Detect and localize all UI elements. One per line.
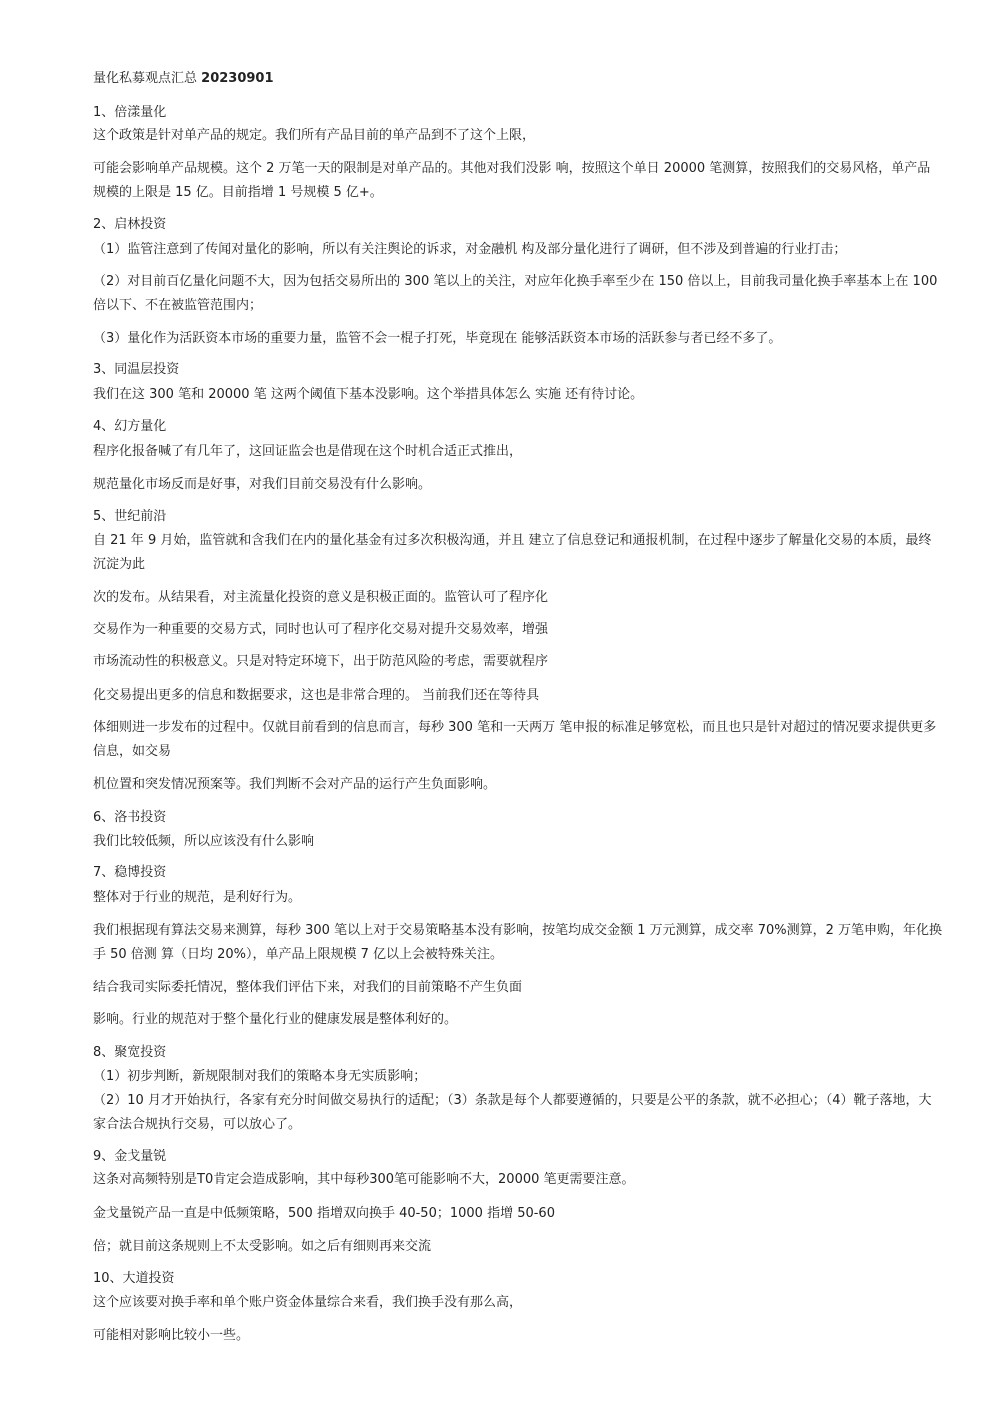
section-heading: 9、金戈量锐 (93, 1149, 167, 1164)
paragraph-line: 机位置和突发情况预案等。我们判断不会对产品的运行产生负面影响。 (93, 777, 497, 792)
paragraph-line: 体细则进一步发布的过程中。仅就目前看到的信息而言，每秒 300 笔和一天两万 笔申报的标准足够宽松，而且也只是针对超过的情况要求提供更多信息，如交易 (93, 720, 937, 759)
title-text: 量化私募观点汇总 (93, 71, 198, 86)
paragraph-line: 化交易提出更多的信息和数据要求，这也是非常合理的。 当前我们还在等待具 (93, 688, 540, 703)
paragraph-line: （1）监管注意到了传闻对量化的影响，所以有关注舆论的诉求，对金融机 构及部分量化进行了调研，但不涉及到普遍的行业打击； (93, 242, 847, 257)
document-title (93, 67, 943, 91)
paragraph-line: 整体对于行业的规范，是利好行为。 (93, 890, 302, 905)
section-heading: 3、同温层投资 (93, 362, 180, 377)
section-heading: 4、幻方量化 (93, 419, 167, 434)
paragraph-line: 这条对高频特别是T0肯定会造成影响，其中每秒300笔可能影响不大，20000 笔更需要注意。 (93, 1172, 635, 1187)
section-heading: 7、稳博投资 (93, 865, 167, 880)
paragraph-line: 我们在这 300 笔和 20000 笔 这两个阈值下基本没影响。这个举措具体怎么 实施 还有待讨论。 (93, 387, 644, 402)
paragraph-line: 我们根据现有算法交易来测算，每秒 300 笔以上对于交易策略基本没有影响，按笔均成交金额 1 万元测算，成交率 70%测算，2 万笔申购，年化换手 50 倍测 算（日均 20%），单产品上限规模 7 亿以上会被特殊关注。 (93, 923, 943, 962)
paragraph-line: （2）对目前百亿量化问题不大，因为包括交易所出的 300 笔以上的关注，对应年化换手率至少在 150 倍以上，目前我司量化换手率基本上在 100 倍以下、不在被监管范围内； (93, 274, 938, 313)
paragraph-line: 结合我司实际委托情况，整体我们评估下来，对我们的目前策略不产生负面 (93, 980, 523, 995)
paragraph-line: 程序化报备喊了有几年了，这回证监会也是借现在这个时机合适正式推出， (93, 444, 523, 459)
paragraph-line: 次的发布。从结果看，对主流量化投资的意义是积极正面的。监管认可了程序化 (93, 590, 549, 605)
title-date: 20230901 (201, 71, 274, 86)
paragraph-line: 自 21 年 9 月始，监管就和含我们在内的量化基金有过多次积极沟通，并且 建立了信息登记和通报机制，在过程中逐步了解量化交易的本质，最终沉淀为此 (93, 533, 932, 572)
paragraph-line: （1）初步判断，新规限制对我们的策略本身无实质影响； (93, 1069, 427, 1084)
paragraph-line: 市场流动性的积极意义。只是对特定环境下，出于防范风险的考虑，需要就程序 (93, 654, 549, 669)
paragraph-line: 交易作为一种重要的交易方式，同时也认可了程序化交易对提升交易效率，增强 (93, 622, 549, 637)
paragraph-line: 这个政策是针对单产品的规定。我们所有产品目前的单产品到不了这个上限， (93, 128, 536, 143)
paragraph-line: 这个应该要对换手率和单个账户资金体量综合来看，我们换手没有那么高， (93, 1295, 523, 1310)
paragraph-line: 我们比较低频，所以应该没有什么影响 (93, 834, 315, 849)
section-heading: 8、聚宽投资 (93, 1045, 167, 1060)
paragraph-line: 可能相对影响比较小一些。 (93, 1328, 250, 1343)
paragraph-line: （3）量化作为活跃资本市场的重要力量，监管不会一棍子打死，毕竟现在 能够活跃资本市场的活跃参与者已经不多了。 (93, 331, 782, 346)
paragraph-line: 规范量化市场反而是好事，对我们目前交易没有什么影响。 (93, 477, 432, 492)
paragraph-line: 倍；就目前这条规则上不太受影响。如之后有细则再来交流 (93, 1239, 432, 1254)
section-heading: 2、启林投资 (93, 217, 167, 232)
paragraph-line: 影响。行业的规范对于整个量化行业的健康发展是整体利好的。 (93, 1012, 458, 1027)
paragraph-line: 可能会影响单产品规模。这个 2 万笔一天的限制是对单产品的。其他对我们没影 响，按照这个单日 20000 笔测算，按照我们的交易风格，单产品规模的上限是 15 亿。目前指增 1 号规模 5 亿+。 (93, 161, 931, 200)
section-heading: 1、倍漾量化 (93, 105, 167, 120)
section-heading: 10、大道投资 (93, 1271, 175, 1286)
paragraph-line: （2）10 月才开始执行，各家有充分时间做交易执行的适配；（3）条款是每个人都要遵循的，只要是公平的条款，就不必担心；（4）靴子落地，大家合法合规执行交易，可以放心了。 (93, 1093, 932, 1132)
section-heading: 5、世纪前沿 (93, 509, 167, 524)
paragraph-line: 金戈量锐产品一直是中低频策略，500 指增双向换手 40-50；1000 指增 50-60 (93, 1206, 555, 1221)
section-heading: 6、洛书投资 (93, 810, 167, 825)
